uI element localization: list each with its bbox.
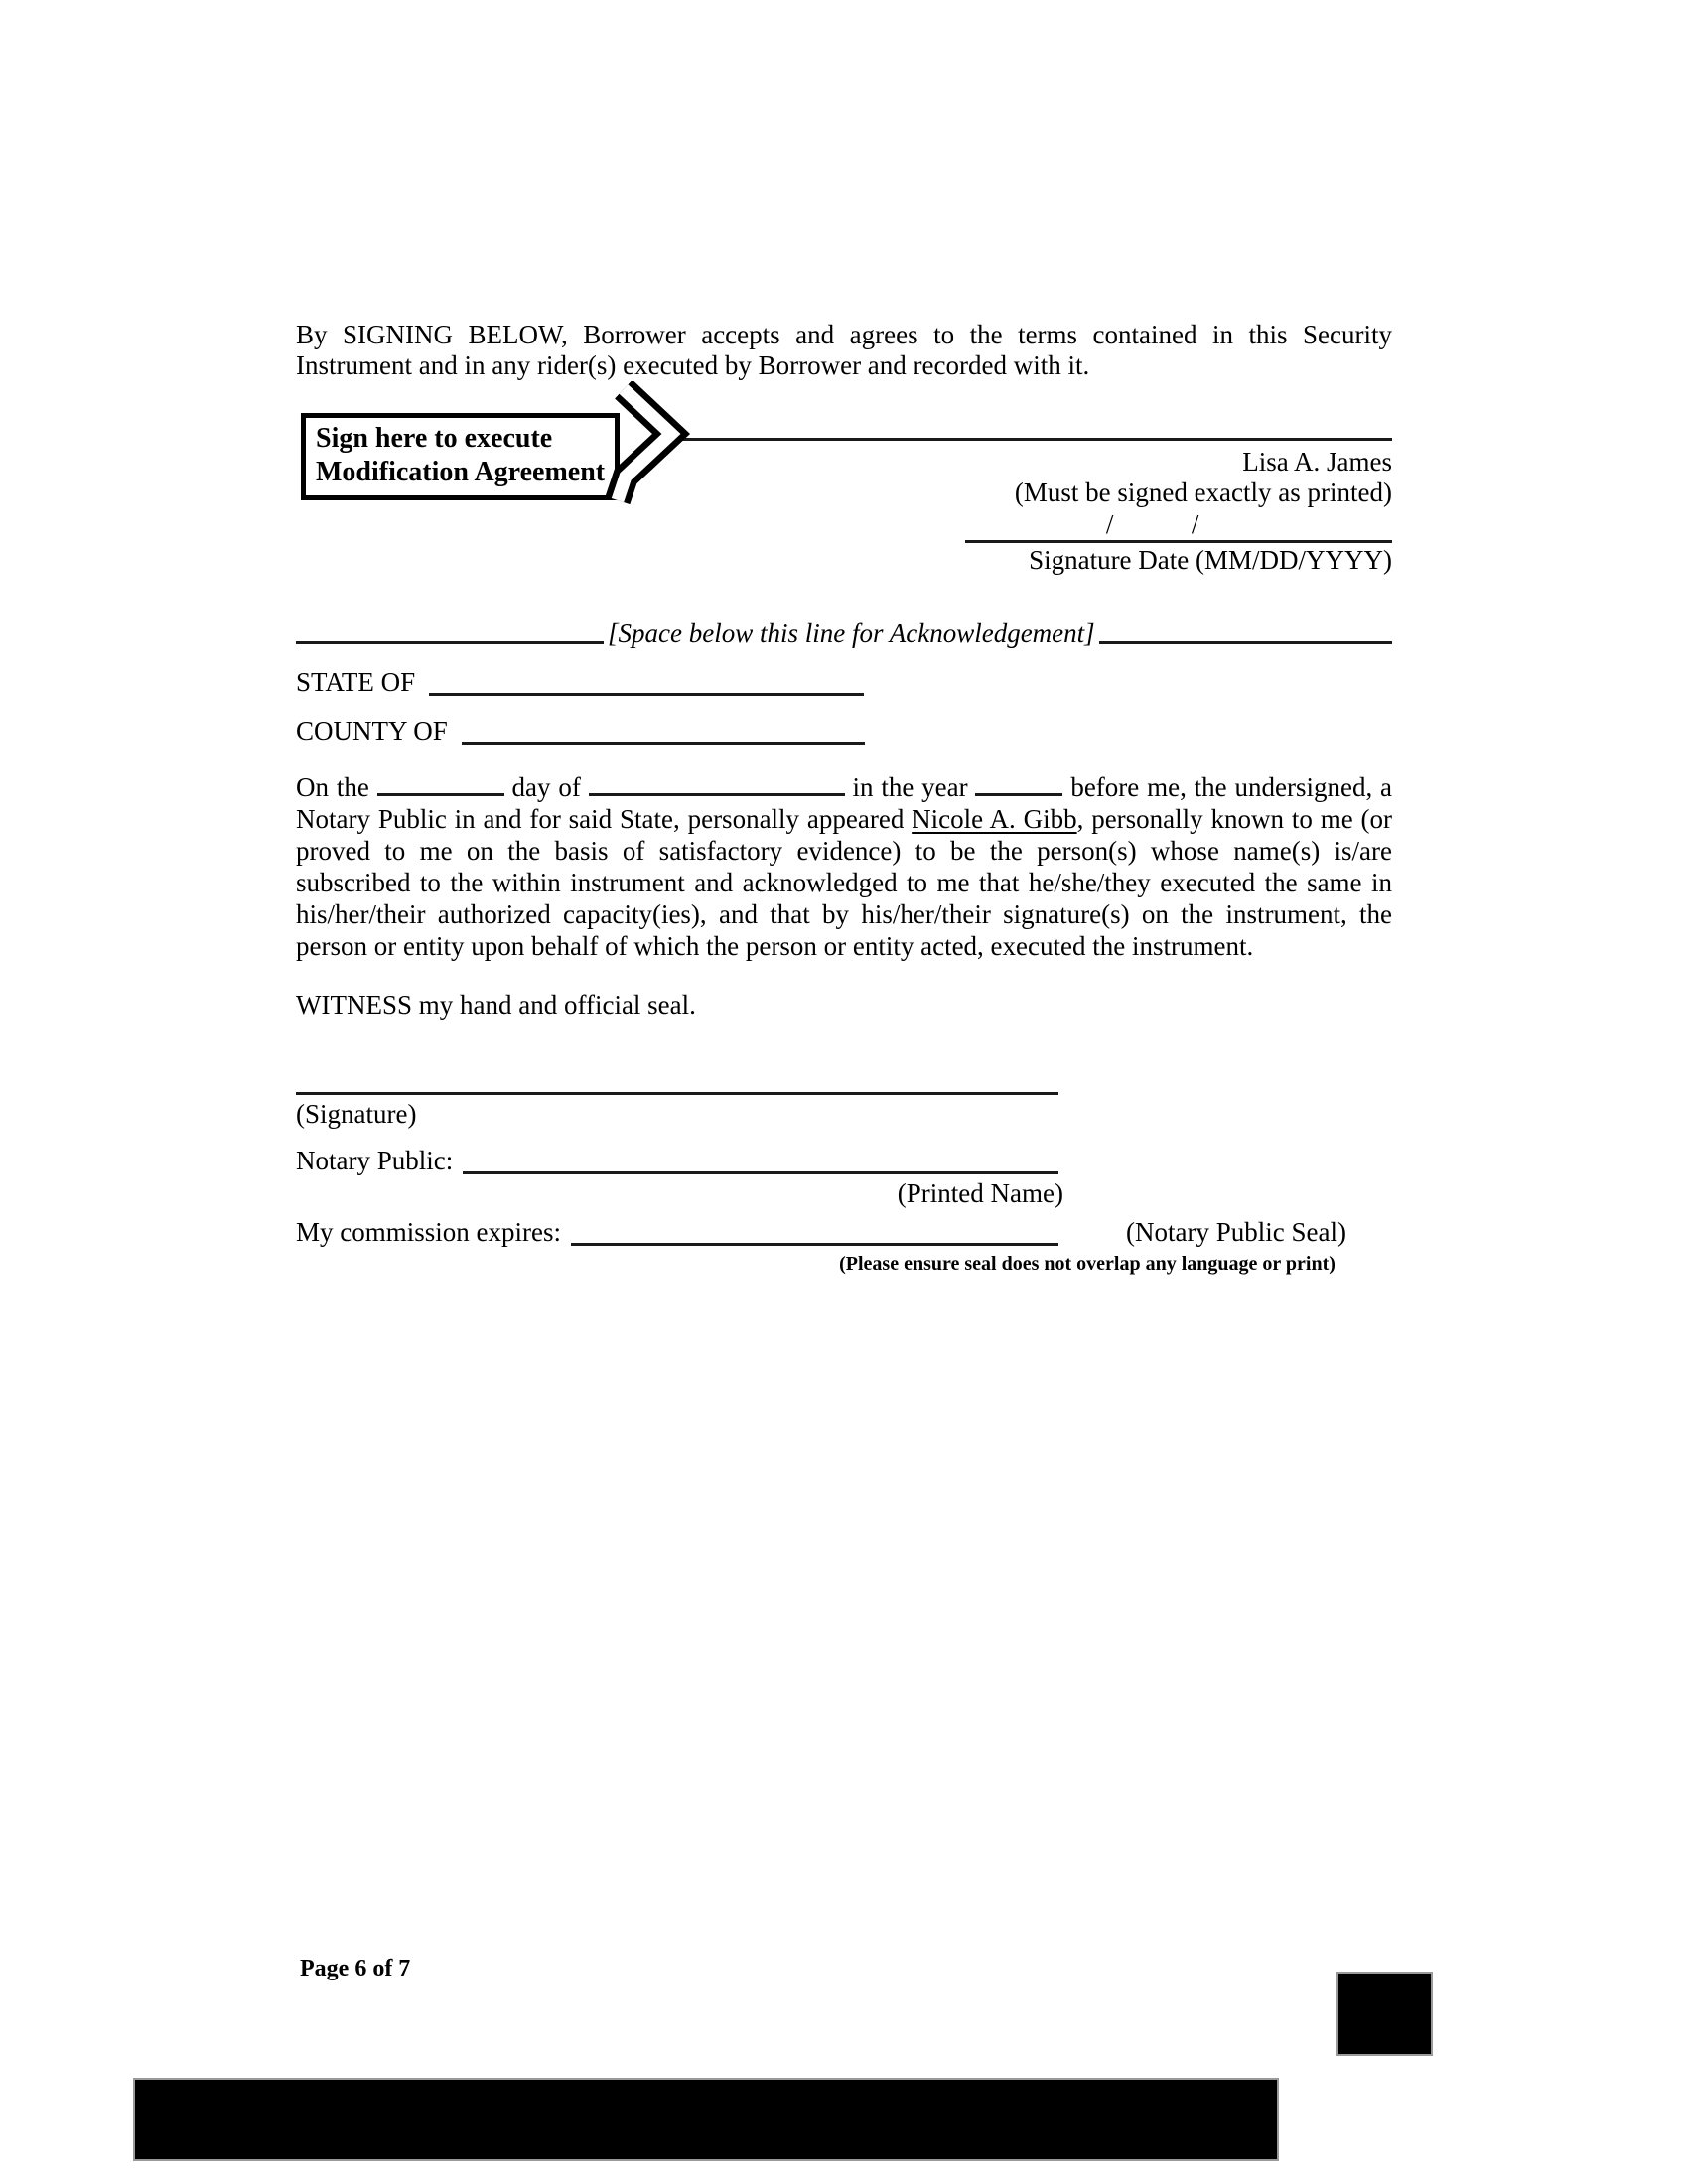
page-number: Page 6 of 7 bbox=[300, 1956, 411, 1981]
signature-date-block bbox=[965, 509, 1392, 575]
borrower-signature-line[interactable] bbox=[677, 413, 1392, 441]
redaction-box-small bbox=[1336, 1972, 1433, 2056]
borrower-signature-section bbox=[296, 413, 1392, 575]
notary-acknowledgement-paragraph bbox=[296, 770, 1392, 962]
county-label: COUNTY OF bbox=[296, 716, 448, 746]
ack-text-day-of: day of bbox=[511, 771, 581, 802]
ack-text-before-name: before me, the undersigned, a Notary Public in and for said State, personally appeared bbox=[296, 771, 1393, 834]
commission-expires-label: My commission expires: bbox=[296, 1216, 561, 1247]
redaction-box-large bbox=[133, 2078, 1279, 2161]
borrower-signature-fields bbox=[677, 413, 1392, 575]
divider-line-left bbox=[296, 641, 604, 644]
sign-here-arrow-icon[interactable] bbox=[594, 381, 693, 508]
notary-public-name-line[interactable] bbox=[463, 1171, 1058, 1174]
date-slash-1: / bbox=[1105, 509, 1114, 539]
ack-text-on-the: On the bbox=[296, 771, 369, 802]
borrower-printed-name: Lisa A. James bbox=[1242, 447, 1392, 477]
sign-here-line1: Sign here to execute bbox=[316, 423, 553, 454]
state-label: STATE OF bbox=[296, 667, 416, 697]
seal-placement-note: (Please ensure seal does not overlap any language or print) bbox=[839, 1252, 1336, 1275]
county-blank-line[interactable] bbox=[462, 742, 865, 745]
signature-date-line[interactable] bbox=[965, 509, 1392, 543]
ack-text-in-the-year: in the year bbox=[852, 771, 968, 802]
witness-statement: WITNESS my hand and official seal. bbox=[296, 989, 696, 1020]
printed-name-caption: (Printed Name) bbox=[897, 1177, 1063, 1208]
commission-expires-row bbox=[296, 1216, 1346, 1248]
date-slash-2: / bbox=[1191, 509, 1199, 539]
notary-seal-caption: (Notary Public Seal) bbox=[1126, 1216, 1346, 1247]
signature-date-caption: Signature Date (MM/DD/YYYY) bbox=[1029, 545, 1392, 575]
ack-text-after-name: , personally known to me (or proved to me on the basis of satisfactory evidence) to be the person(s) whose name(s) is/are subscribed to the within instrument and acknowledged to me that he/she/they executed the same in his/her/their authorized capacity(ies), and that by his/her/their signature(s) on the instrument, the person or entity upon behalf of which the person or entity acted, executed the instrument. bbox=[296, 803, 1392, 961]
commission-expires-line[interactable] bbox=[571, 1243, 1058, 1246]
notary-public-label: Notary Public: bbox=[296, 1145, 454, 1175]
intro-paragraph: By SIGNING BELOW, Borrower accepts and agrees to the terms contained in this Security Instrument and in any rider(s) executed by Borrower and recorded with it. bbox=[296, 320, 1392, 380]
appeared-person-name: Nicole A. Gibb bbox=[912, 803, 1077, 834]
divider-line-right bbox=[1099, 641, 1392, 644]
state-blank-line[interactable] bbox=[429, 693, 864, 696]
acknowledgement-divider-label: [Space below this line for Acknowledgement] bbox=[608, 618, 1095, 648]
signature-instruction: (Must be signed exactly as printed) bbox=[1014, 478, 1392, 507]
county-row bbox=[296, 716, 1392, 747]
notary-signature-caption: (Signature) bbox=[296, 1098, 417, 1129]
day-blank-line[interactable] bbox=[377, 770, 504, 796]
notary-signature-line[interactable] bbox=[296, 1092, 1058, 1095]
acknowledgement-divider bbox=[296, 618, 1392, 649]
state-row bbox=[296, 667, 1392, 698]
sign-here-tab[interactable] bbox=[301, 413, 620, 500]
sign-here-line2: Modification Agreement bbox=[316, 457, 606, 487]
notary-public-row bbox=[296, 1146, 1058, 1176]
year-blank-line[interactable] bbox=[975, 770, 1062, 796]
month-blank-line[interactable] bbox=[589, 770, 845, 796]
document-content bbox=[296, 320, 1392, 1276]
